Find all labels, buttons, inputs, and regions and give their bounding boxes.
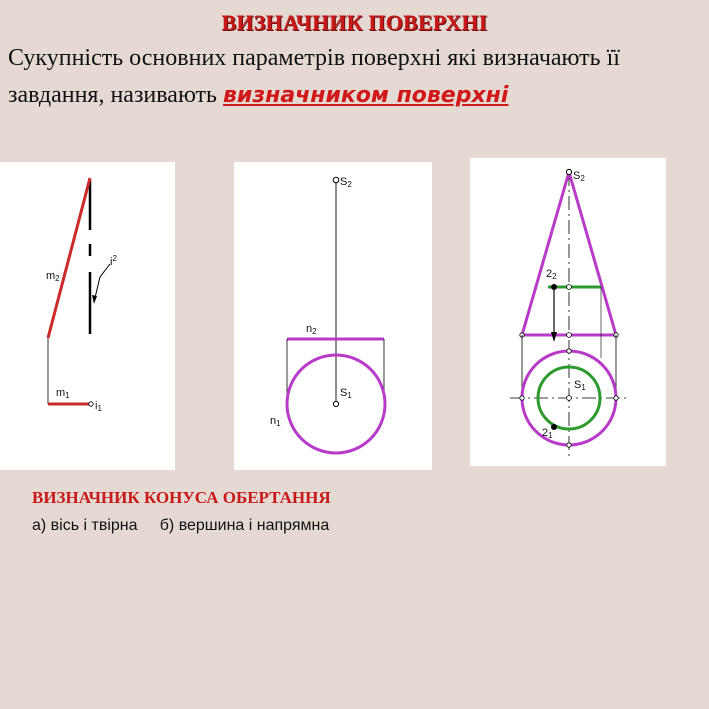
- label-i2: $i^2$: [110, 254, 117, 268]
- label-i1: i1: [95, 400, 102, 413]
- label-m2: m2: [46, 270, 60, 283]
- point-plan-right: [614, 396, 618, 400]
- point-s2: [333, 177, 339, 183]
- point-i1: [89, 402, 93, 406]
- caption-subtitle: а) вісь і твірна б) вершина і напрямна: [32, 517, 330, 534]
- label-m1: m1: [56, 387, 70, 400]
- slide-title: ВИЗНАЧНИК ПОВЕРХНІ: [221, 10, 488, 35]
- figure-vertex-directrix-svg: [234, 162, 432, 470]
- label-n2: n2: [306, 323, 317, 336]
- cone-left-side: [522, 172, 569, 335]
- point-s1: [567, 396, 572, 401]
- figure-cone-parallel-svg: [470, 158, 666, 466]
- label-2-1: 21: [542, 427, 553, 440]
- caption-title: ВИЗНАЧНИК КОНУСА ОБЕРТАННЯ: [32, 488, 331, 507]
- point-plan-bottom: [567, 443, 571, 447]
- projection-arrowhead: [551, 332, 557, 342]
- point-axis-base: [567, 333, 572, 338]
- figure-axis-generatrix-svg: [0, 162, 175, 470]
- intro-text: Сукупність основних параметрів поверхні які визначають її завдання, називають: [8, 45, 620, 108]
- point-s2: [566, 169, 571, 174]
- label-s1: S1: [574, 379, 586, 392]
- label-s2: S2: [340, 176, 352, 189]
- leader-i2-arrowhead: [92, 295, 97, 304]
- figure-axis-generatrix: [0, 162, 175, 470]
- generatrix-m2: [48, 178, 90, 338]
- figure-vertex-directrix: [234, 162, 432, 470]
- point-axis-parallel: [567, 285, 572, 290]
- intro-accent-term: визначником поверхні: [223, 83, 509, 108]
- label-2-2: 22: [546, 268, 557, 281]
- intro-paragraph: [8, 40, 708, 114]
- point-s1: [333, 401, 338, 406]
- figure-cone-parallel: [470, 158, 666, 466]
- point-2-2: [551, 284, 557, 290]
- label-s1: S1: [340, 387, 352, 400]
- cone-right-side: [569, 172, 616, 335]
- label-s2: S2: [573, 170, 585, 183]
- point-2-1: [551, 424, 557, 430]
- point-plan-left: [520, 396, 524, 400]
- point-plan-top: [567, 349, 571, 353]
- label-n1: n1: [270, 415, 281, 428]
